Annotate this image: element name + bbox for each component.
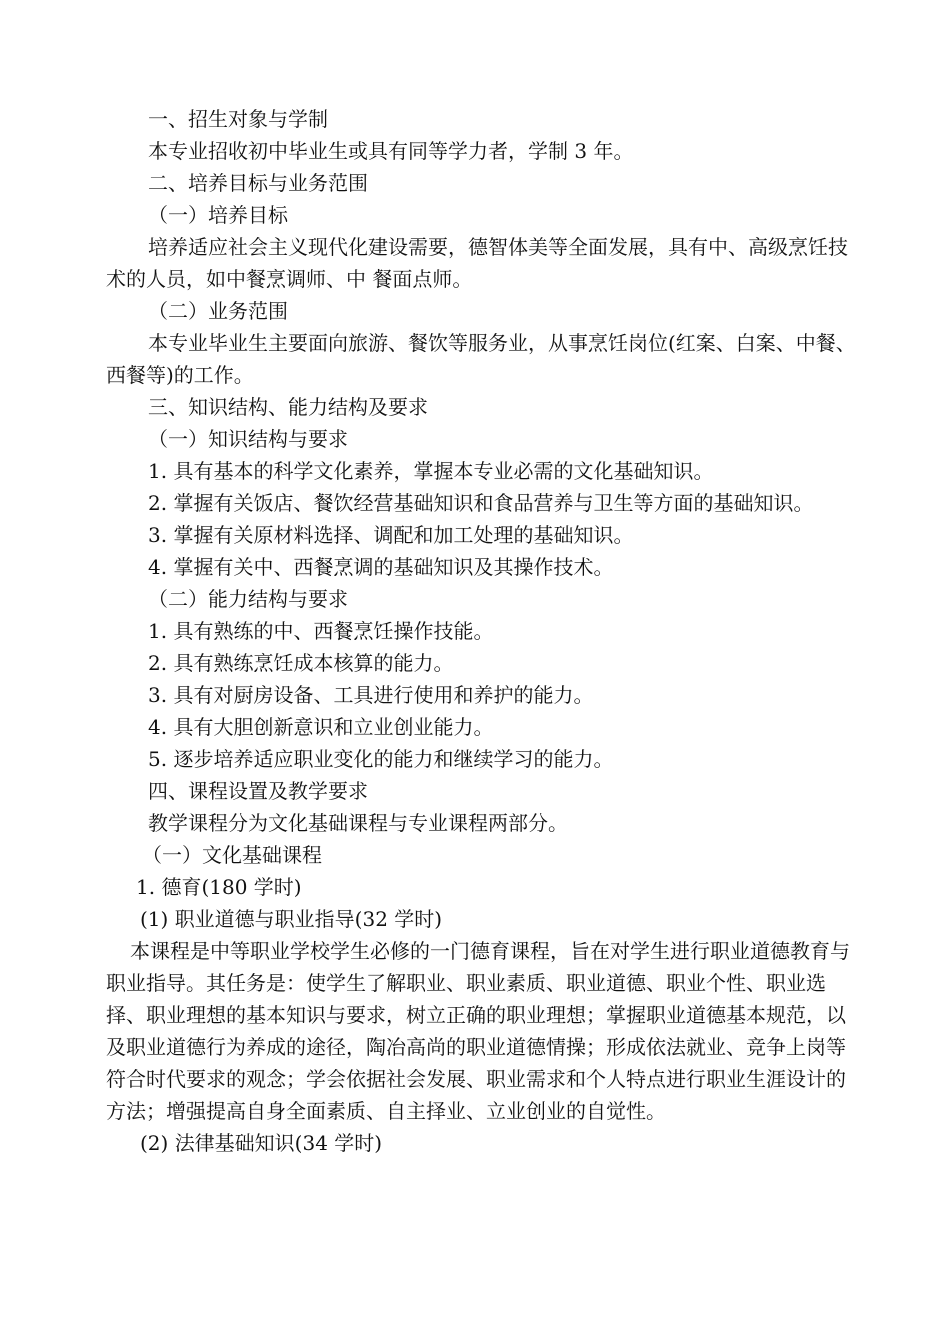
section-heading-1: 一、招生对象与学制 [148,107,328,131]
subheading-basic-courses: （一）文化基础课程 [142,843,322,867]
section-heading-4: 四、课程设置及教学要求 [148,779,368,803]
subheading-ability: （二）能力结构与要求 [148,587,348,611]
list-item-career-guidance: (1) 职业道德与职业指导(32 学时) [140,907,443,931]
paragraph-business-scope: 本专业毕业生主要面向旅游、餐饮等服务业，从事烹饪岗位(红案、白案、中餐、西餐等)的工作。 [106,331,856,387]
list-item-ability-3: 3. 具有对厨房设备、工具进行使用和养护的能力。 [148,683,594,707]
paragraph-career-guidance: 本课程是中等职业学校学生必修的一门德育课程，旨在对学生进行职业道德教育与职业指导。其任务是：使学生了解职业、职业素质、职业道德、职业个性、职业选择、职业理想的基本知识与要求，树立正确的职业理想；掌握职业道德基本规范，以及职业道德行为养成的途径，陶冶高尚的职业道德情操；形成依法就业、竞争上岗等符合时代要求的观念；学会依据社会发展、职业需求和个人特点进行职业生涯设计的方法；增强提高自身全面素质、自主择业、立业创业的自觉性。 [106,939,850,1123]
list-item-knowledge-1: 1. 具有基本的科学文化素养，掌握本专业必需的文化基础知识。 [148,459,714,483]
document-body [106,103,861,1159]
section-heading-2: 二、培养目标与业务范围 [148,171,368,195]
list-item-ability-4: 4. 具有大胆创新意识和立业创业能力。 [148,715,494,739]
subheading-business-scope: （二）业务范围 [148,299,288,323]
list-item-ability-5: 5. 逐步培养适应职业变化的能力和继续学习的能力。 [148,747,614,771]
subheading-knowledge: （一）知识结构与要求 [148,427,348,451]
list-item-knowledge-4: 4. 掌握有关中、西餐烹调的基础知识及其操作技术。 [148,555,614,579]
list-item-knowledge-3: 3. 掌握有关原材料选择、调配和加工处理的基础知识。 [148,523,634,547]
paragraph-curriculum: 教学课程分为文化基础课程与专业课程两部分。 [148,811,568,835]
section-heading-3: 三、知识结构、能力结构及要求 [148,395,428,419]
list-item-moral-education: 1. 德育(180 学时) [136,875,302,899]
list-item-ability-2: 2. 具有熟练烹饪成本核算的能力。 [148,651,454,675]
paragraph-enrollment: 本专业招收初中毕业生或具有同等学力者，学制 3 年。 [148,139,634,163]
subheading-training-goal: （一）培养目标 [148,203,288,227]
list-item-knowledge-2: 2. 掌握有关饭店、餐饮经营基础知识和食品营养与卫生等方面的基础知识。 [148,491,814,515]
paragraph-training-goal: 培养适应社会主义现代化建设需要，德智体美等全面发展，具有中、高级烹饪技术的人员，如中餐烹调师、中 餐面点师。 [106,235,848,291]
list-item-ability-1: 1. 具有熟练的中、西餐烹饪操作技能。 [148,619,494,643]
list-item-law-basics: (2) 法律基础知识(34 学时) [140,1131,383,1155]
